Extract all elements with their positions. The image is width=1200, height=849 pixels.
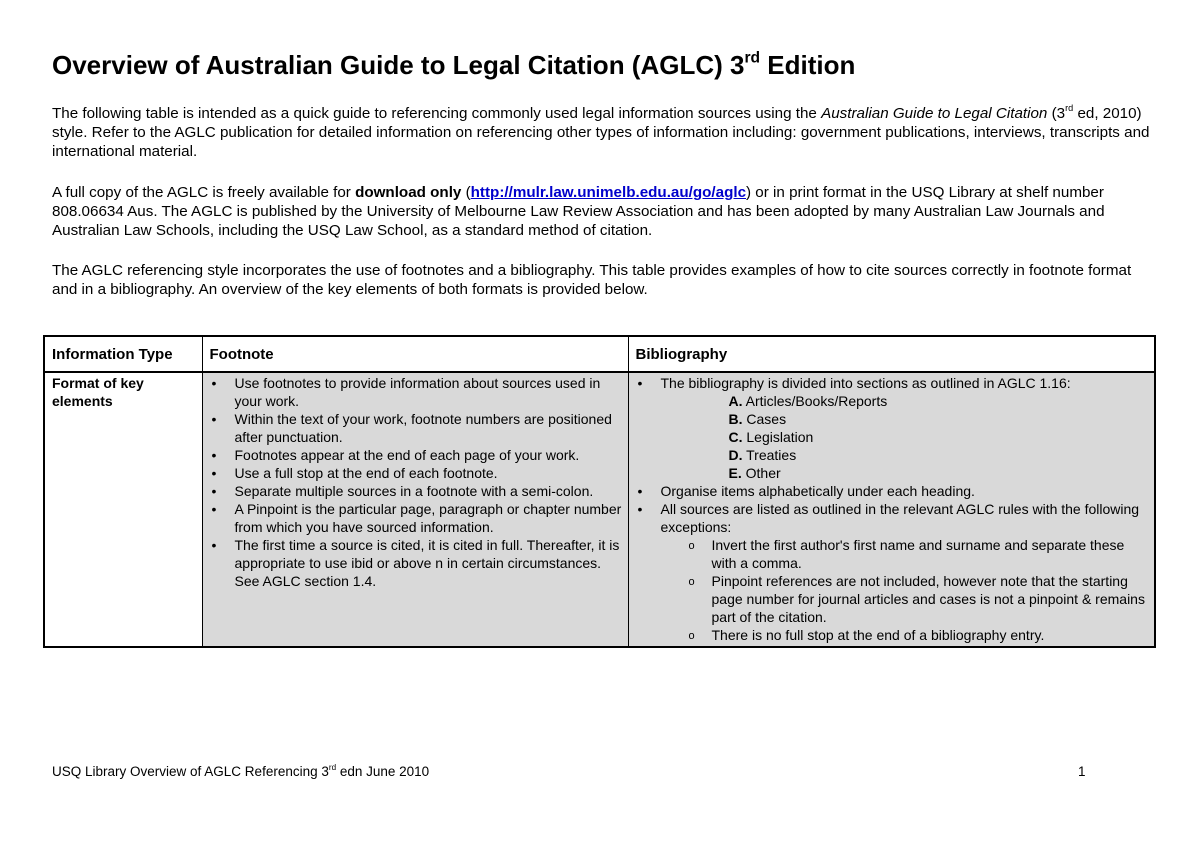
list-item: • Separate multiple sources in a footnote with a semi-colon.	[209, 482, 622, 500]
page-number: 1	[1078, 764, 1086, 779]
section-item: B. Cases	[728, 411, 787, 427]
bibliography-sections	[661, 392, 1149, 482]
footnote-cell	[202, 372, 628, 647]
list-item: • A Pinpoint is the particular page, paragraph or chapter number from which you have sourced information.	[209, 500, 622, 536]
style-overview-paragraph: The AGLC referencing style incorporates the use of footnotes and a bibliography. This table provides examples of how to cite sources correctly in footnote format and in a bibliography. An overview of the key elements of both formats is provided below.	[52, 262, 1132, 298]
bibliography-list	[635, 374, 1149, 644]
intro-paragraph: The following table is intended as a quick guide to referencing commonly used legal information sources using the Australian Guide to Legal Citation (3rd ed, 2010) style. Refer to the AGLC publication for detailed information on referencing other types of information including: government publications, interviews, transcripts and international material.	[52, 103, 1150, 160]
header-bibliography: Bibliography	[628, 336, 1155, 372]
exception-item: o Invert the first author's first name and surname and separate these with a comma.	[687, 536, 1149, 572]
exceptions-list	[661, 536, 1149, 644]
availability-paragraph: A full copy of the AGLC is freely available for download only (http://mulr.law.unimelb.edu.au/go/aglc) or in print format in the USQ Library at shelf number 808.06634 Aus. The AGLC is published by the University of Melbourne Law Review Association and has been adopted by many Australian Law Journals and Australian Law Schools, including the USQ Law School, as a standard method of citation.	[52, 184, 1105, 239]
list-item: • Use footnotes to provide information about sources used in your work.	[209, 374, 622, 410]
page-title: Overview of Australian Guide to Legal Citation (AGLC) 3rd Edition	[52, 49, 856, 80]
citation-guide-table	[43, 335, 1156, 648]
table-row	[44, 372, 1155, 647]
table-header-row	[44, 336, 1155, 372]
list-item: • The bibliography is divided into sections as outlined in AGLC 1.16: A. Articles/Books/Reports B. Cases C. Legislation D. Treaties E. Other	[635, 374, 1149, 482]
row-type-cell: Format of key elements	[44, 372, 202, 647]
list-item: • All sources are listed as outlined in the relevant AGLC rules with the following exceptions: o Invert the first author's first name and surname and separate these with a comma. o Pinpoint references are not included, however note that the starting page number for journal articles and cases is not a pinpoint & remains part of the citation. o There is no full stop at the end of a bibliography entry.	[635, 500, 1149, 644]
list-item: • Use a full stop at the end of each footnote.	[209, 464, 622, 482]
list-item: • Footnotes appear at the end of each page of your work.	[209, 446, 622, 464]
section-item: C. Legislation	[728, 429, 814, 445]
section-item: E. Other	[728, 465, 781, 481]
exception-item: o Pinpoint references are not included, however note that the starting page number for journal articles and cases is not a pinpoint & remains part of the citation.	[687, 572, 1149, 626]
header-footnote: Footnote	[202, 336, 628, 372]
list-item: • The first time a source is cited, it is cited in full. Thereafter, it is appropriate to use ibid or above n in certain circumstances. See AGLC section 1.4.	[209, 536, 622, 590]
section-item: A. Articles/Books/Reports	[728, 393, 888, 409]
section-item: D. Treaties	[728, 447, 797, 463]
exception-item: o There is no full stop at the end of a bibliography entry.	[687, 626, 1149, 644]
aglc-download-link[interactable]: http://mulr.law.unimelb.edu.au/go/aglc	[470, 184, 747, 201]
footnote-list	[209, 374, 622, 590]
list-item: • Within the text of your work, footnote numbers are positioned after punctuation.	[209, 410, 622, 446]
bibliography-cell	[628, 372, 1155, 647]
header-information-type: Information Type	[44, 336, 202, 372]
list-item: • Organise items alphabetically under each heading.	[635, 482, 1149, 500]
page-footer: USQ Library Overview of AGLC Referencing 3rd edn June 2010	[52, 762, 430, 779]
